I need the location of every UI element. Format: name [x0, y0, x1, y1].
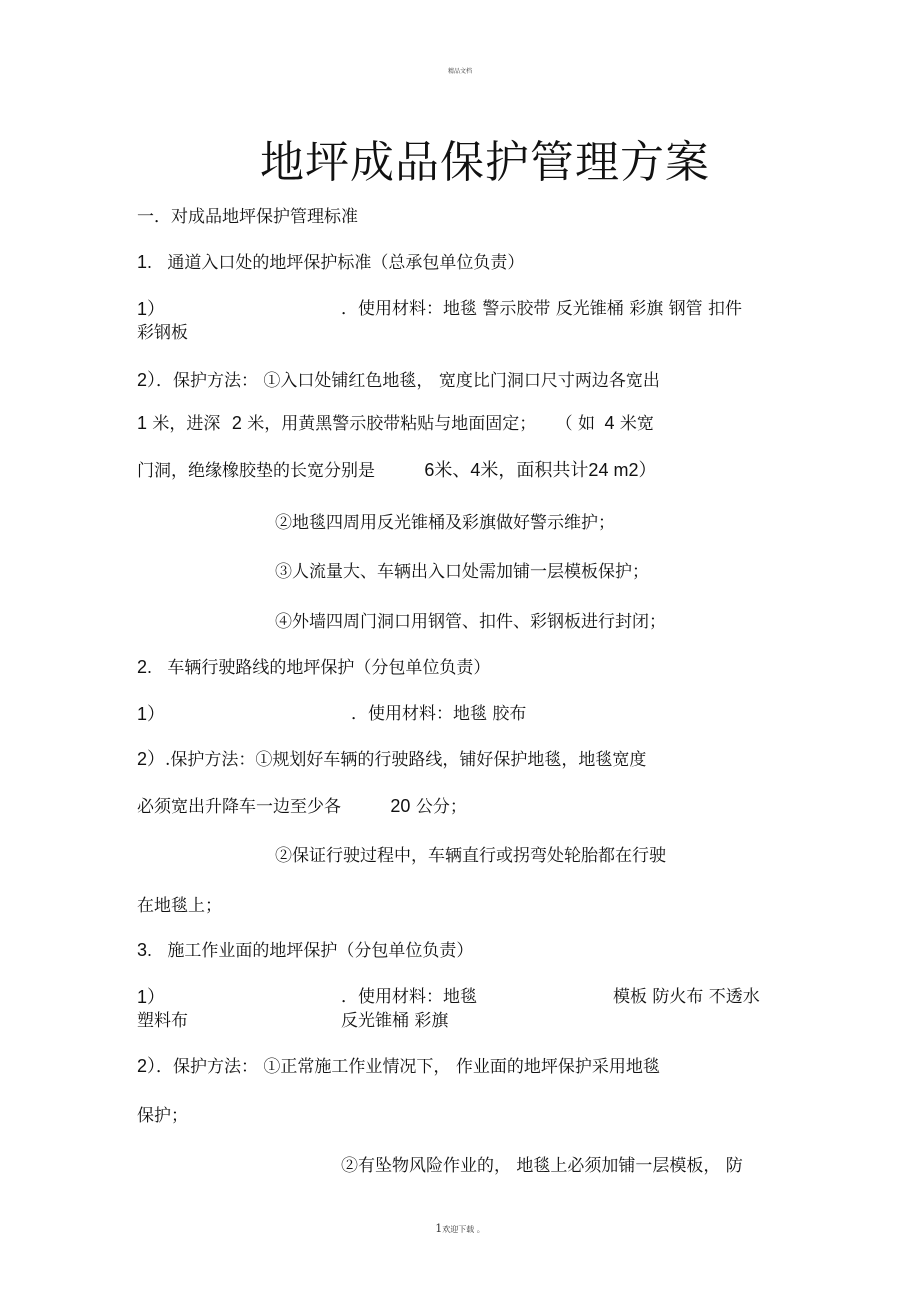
materials-line: ．使用材料：地毯 胶布: [351, 704, 527, 724]
method-point-2: ②地毯四周用反光锥桶及彩旗做好警示维护；: [275, 513, 615, 533]
method-line-2: [137, 412, 654, 435]
method-point-2: ②有坠物风险作业的， 地毯上必须加铺一层模板， 防: [341, 1156, 743, 1176]
value-text: 20: [390, 796, 411, 816]
method-line: [137, 748, 646, 771]
page-number: 1: [435, 1222, 443, 1235]
page-header: 精品文档: [447, 68, 472, 75]
method-number: 2）: [137, 370, 157, 390]
text-span: 米宽: [619, 414, 654, 434]
text-span: 门洞，绝缘橡胶垫的长宽分别是: [137, 461, 375, 481]
section-heading-1: 一．对成品地坪保护管理标准: [137, 207, 358, 227]
item-heading-text: 通道入口处的地坪保护标准（总承包单位负责）: [167, 253, 525, 273]
item-number: 3.: [137, 940, 153, 960]
item-3-heading: [137, 939, 473, 962]
item-number: 1.: [137, 252, 153, 272]
materials-line-cont: 彩钢板: [137, 323, 188, 343]
method-text: ．保护方法： ①入口处铺红色地毯， 宽度比门洞口尺寸两边各宽出: [156, 371, 660, 391]
value-text: 6米、4米，面积共计24 m2）: [424, 460, 657, 480]
method-line: [137, 369, 660, 392]
method-point-2-cont: 在地毯上；: [137, 896, 222, 916]
text-span: （ 如: [555, 414, 596, 434]
method-line-2: 保护；: [137, 1106, 188, 1126]
text-span: 米，用黄黑警示胶带粘贴与地面固定；: [247, 414, 537, 434]
value-text: 4: [604, 413, 615, 433]
page-footer: [0, 1222, 920, 1235]
materials-number: 1）: [137, 704, 166, 724]
document-title: 地坪成品保护管理方案: [260, 137, 710, 188]
text-span: 公分；: [415, 797, 467, 817]
item-heading-text: 车辆行驶路线的地坪保护（分包单位负责）: [167, 658, 491, 678]
method-line-2: [137, 795, 467, 818]
value-text: 1: [137, 413, 148, 433]
text-span: 必须宽出升降车一边至少各: [137, 797, 341, 817]
materials-line: ．使用材料：地毯 警示胶带 反光锥桶 彩旗 钢管 扣件: [341, 299, 743, 319]
value-text: 2: [231, 413, 242, 433]
materials-number: 1）: [137, 987, 166, 1007]
item-number: 2.: [137, 657, 153, 677]
method-line-3: [137, 459, 656, 482]
method-point-4: ④外墙四周门洞口用钢管、扣件、彩钢板进行封闭；: [275, 612, 666, 632]
method-text: ．保护方法： ①正常施工作业情况下， 作业面的地坪保护采用地毯: [156, 1057, 660, 1077]
materials-line-c: 塑料布: [137, 1011, 188, 1031]
materials-number: 1）: [137, 299, 166, 319]
item-heading-text: 施工作业面的地坪保护（分包单位负责）: [167, 941, 474, 961]
item-1-heading: [137, 251, 524, 274]
materials-line-d: 反光锥桶 彩旗: [341, 1011, 449, 1031]
method-number: 2）: [137, 1056, 157, 1076]
method-line: [137, 1055, 660, 1078]
method-text: .保护方法：①规划好车辆的行驶路线，铺好保护地毯，地毯宽度: [165, 750, 647, 770]
item-2-heading: [137, 656, 490, 679]
method-number: 2）: [137, 749, 166, 769]
materials-line-b: 模板 防火布 不透水: [613, 987, 760, 1007]
footer-text: 欢迎下载 。: [442, 1225, 485, 1234]
text-span: 米，进深: [152, 414, 221, 434]
method-point-2: ②保证行驶过程中，车辆直行或拐弯处轮胎都在行驶: [275, 846, 666, 866]
materials-line: ．使用材料：地毯: [341, 987, 477, 1007]
method-point-3: ③人流量大、车辆出入口处需加铺一层模板保护；: [275, 562, 649, 582]
